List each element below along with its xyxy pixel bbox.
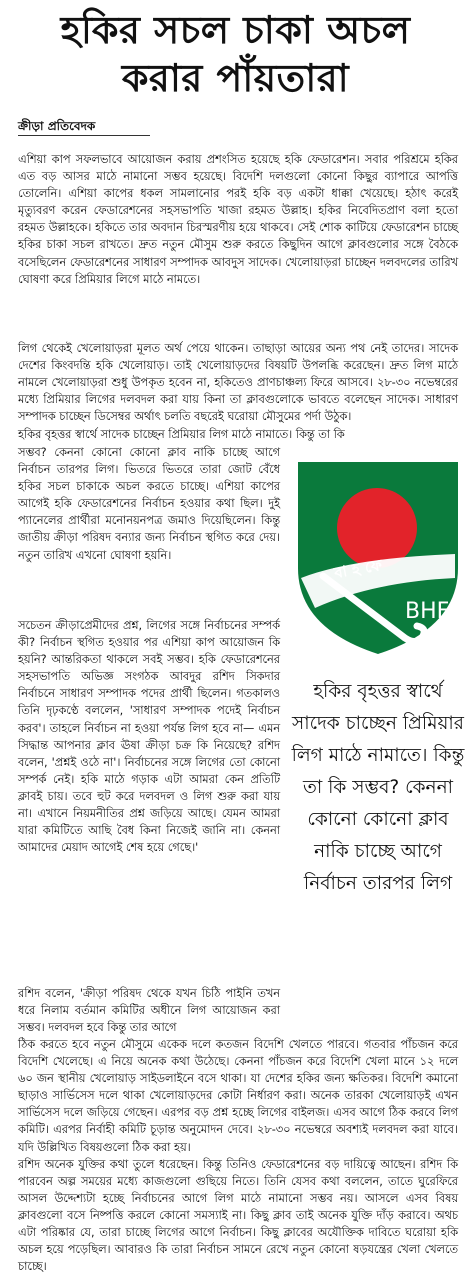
lower-text-block: [18, 1036, 458, 1274]
bhf-logo: [293, 458, 463, 656]
byline: ক্রীড়া প্রতিবেদক: [18, 119, 96, 133]
byline-rule: [18, 135, 150, 136]
headline-line-2: করার পাঁয়তারা: [121, 56, 350, 100]
paragraph-2: লিগ থেকেই খেলোয়াড়রা মূলত অর্থ পেয়ে থাকেন। তাছাড়া আয়ের অন্য পথ নেই তাদের। সাদেক দেশের কিংবদন্তি হকি খেলোয়াড়। তাই খেলোয়াড়দের বিষয়টি উপলব্ধি করেছেন। দ্রুত লিগ মাঠে নামলে খেলোয়াড়রা শুধু উপকৃত হবেন না, হকিতেও প্রাণচাঞ্চল্য ফিরে আসবে। ২৮-৩০ নভেম্বরের মধ্যে প্রিমিয়ার লিগের দলবদল করা যায় কিনা তা ক্লাবগুলোকে ভাবতে বলেছেন সাদেক। সাধারণ সম্পাদক চাচ্ছেন ডিসেম্বর অর্থাৎ চলতি বছরেই ঘরোয়া মৌসুমের পর্দা উঠুক।: [18, 342, 458, 424]
paragraph-6: রশিদ অনেক যুক্তির কথা তুলে ধরেছেন। কিন্তু তিনিও ফেডারেশনের বড় দায়িত্বে আছেন। রশিদ কি পারবেন অল্প সময়ের মধ্যে কাজগুলো গুছিয়ে নিতে। তিনি যেসব কথা বললেন, তাতে ঘুরেফিরে আসল উদ্দেশ্যটা হচ্ছে নির্বাচনের আগে লিগ মাঠে নামানো সম্ভব নয়। আসলে এসব বিষয় ক্লাবগুলো বসে নিষ্পত্তি করলে কোনো সমস্যাই না। কিছু ক্লাব তাই অনেক যুক্তি দাঁড় করাবে। অথচ এটা পরিষ্কার যে, তারা চাচ্ছে লিগের আগে নির্বাচন। কিছু ক্লাবের অযৌক্তিক দাবিতে ঘরোয়া হকি অচল হয়ে পড়েছিল। আবারও কি তারা নির্বাচন সামনে রেখে নতুন কোনো ষড়যন্ত্রের খেলা খেলতে চাচ্ছে।: [18, 1157, 458, 1274]
paragraph-3: সম্ভব? কেননা কোনো কোনো ক্লাব নাকি চাচ্ছে আগে নির্বাচন তারপর লিগ। ভিতরে ভিতরে তারা জোট বেঁধে হকির সচল চাকাকে অচল করতে চাচ্ছে। এশিয়া কাপের আগেই হকি ফেডারেশনের নির্বাচন হওয়ার কথা ছিল। দুই প্যানেলের প্রার্থীরা মনোনয়নপত্র জমাও দিয়েছিলেন। কিন্তু জাতীয় ক্রীড়া পরিষদ বন্যার জন্য নির্বাচন স্থগিত করে দেয়। নতুন তারিখ এখনো ঘোষণা হয়নি।: [18, 446, 280, 562]
paragraph-5-lead: রশিদ বলেন, 'ক্রীড়া পরিষদ থেকে যখন চিঠি পাইনি তখন ধরে নিলাম বর্তমান কমিটির অধীনে লিগ আয়োজন করা সম্ভব। দলবদল হবে কিন্তু তার আগে: [18, 987, 280, 1035]
paragraph-4: সচেতন ক্রীড়াপ্রেমীদের প্রশ্ন, লিগের সঙ্গে নির্বাচনের সম্পর্ক কী? নির্বাচন স্থগিত হওয়ার পর এশিয়া কাপ আয়োজন কি হয়নি? আন্তরিকতা থাকলে সবই সম্ভব। হকি ফেডারেশনের সহসভাপতি অভিজ্ঞ সংগঠক আবদুর রশিদ সিকদার নির্বাচনে সাধারণ সম্পাদক পদের প্রার্থী ছিলেন। গতকালও তিনি দৃঢ়কণ্ঠে বললেন, 'সাধারণ সম্পাদক পদেই নির্বাচন করব'। তাহলে নির্বাচন না হওয়া পর্যন্ত লিগ হবে না— এমন সিদ্ধান্ত আপনার ক্লাব ঊষা ক্রীড়া চক্র কি নিয়েছে? রশিদ বলেন, 'প্রশ্নই ওঠে না'। নির্বাচনের সঙ্গে লিগের তো কোনো সম্পর্ক নেই। হকি মাঠে গড়াক এটা আমরা কেন প্রতিটি ক্লাবই চায়। তবে হুট করে দলবদল ও লিগ শুরু করা যায় না। এখানে নিয়মনীতির প্রশ্ন জড়িয়ে আছে। যেমন আমরা যারা কমিটিতে আছি বৈধ কিনা নিজেই জানি না। কেননা আমাদের মেয়াদ আগেই শেষ হয়ে গেছে।': [18, 619, 280, 855]
headline: [8, 6, 463, 102]
pull-quote: হকির বৃহত্তর স্বার্থে সাদেক চাচ্ছেন প্রিমিয়ার লিগ মাঠে নামাতে। কিন্তু তা কি সম্ভব? কেননা কোনো কোনো ক্লাব নাকি চাচ্ছে আগে নির্বাচন তারপর লিগ: [291, 681, 465, 894]
paragraph-3-lead: হকির বৃহত্তর স্বার্থে সাদেক চাচ্ছেন প্রিমিয়ার লিগ মাঠে নামাতে। কিন্তু তা কি: [18, 428, 345, 441]
logo-abbr: BHF: [405, 599, 450, 624]
paragraph-5-cont: ঠিক করতে হবে নতুন মৌসুমে একেক দলে কতজন বিদেশি খেলতে পারবে। গতবার পাঁচজন করে বিদেশি খেলেছে। এ নিয়ে অনেক কথা উঠেছে। কেননা পাঁচজন করে বিদেশি খেলা মানে ১২ দলে ৬০ জন স্থানীয় খেলোয়াড় সাইডলাইনে বসে থাকা। যা দেশের হকির জন্য ক্ষতিকর। বিদেশি কমানো ছাড়াও সার্ভিসেস দলে থাকা খেলোয়াড়দের কোটা নির্ধারণ করা। অনেক তারকা খেলোয়াড়ই এখন সার্ভিসেস দলে জড়িয়ে গেছেন। এরপর বড় প্রশ্ন হচ্ছে লিগের বাইলজ। এসব আগে ঠিক করবে লিগ কমিটি। এরপর নির্বাহী কমিটি চূড়ান্ত অনুমোদন দেবে। ২৮-৩০ নভেম্বরে অবশ্যই দলবদল করা যাবে। যদি উল্লিখিত বিষয়গুলো ঠিক করা হয়।: [18, 1038, 458, 1154]
paragraph-1: এশিয়া কাপ সফলভাবে আয়োজন করায় প্রশংসিত হয়েছে হকি ফেডারেশন। সবার পরিশ্রমে হকির এত বড় আসর মাঠে নামানো সম্ভব হয়েছে। বিদেশি দলগুলো কোনো কিছুর ব্যাপারে আপত্তি তোলেনি। এশিয়া কাপের ধকল সামলানোর পরই হকি বড় একটা ধাক্কা খেয়েছে। হঠাৎ করেই মৃত্যুবরণ করেন ফেডারেশনের সহসভাপতি খাজা রহমত উল্লাহ। হকির নিবেদিতপ্রাণ বলা হতো রহমত উল্লাহকে। হকিতে তার অবদান চিরস্মরণীয় হয়ে থাকবে। সেই শোক কাটিয়ে ফেডারেশন চাচ্ছে হকির চাকা সচল রাখতে। দ্রুত নতুন মৌসুম শুরু করতে কিছুদিন আগে ক্লাবগুলোর সঙ্গে বৈঠকে বসেছিলেন ফেডারেশনের সাধারণ সম্পাদক আবদুস সাদেক। খেলোয়াড়রা চাচ্ছেন দলবদলের তারিখ ঘোষণা করে প্রিমিয়ার লিগে মাঠে নামতে।: [18, 153, 458, 286]
logo-bengali-text: বা হ ফে: [332, 555, 384, 583]
headline-line-1: হকির সচল চাকা অচল: [60, 8, 411, 52]
